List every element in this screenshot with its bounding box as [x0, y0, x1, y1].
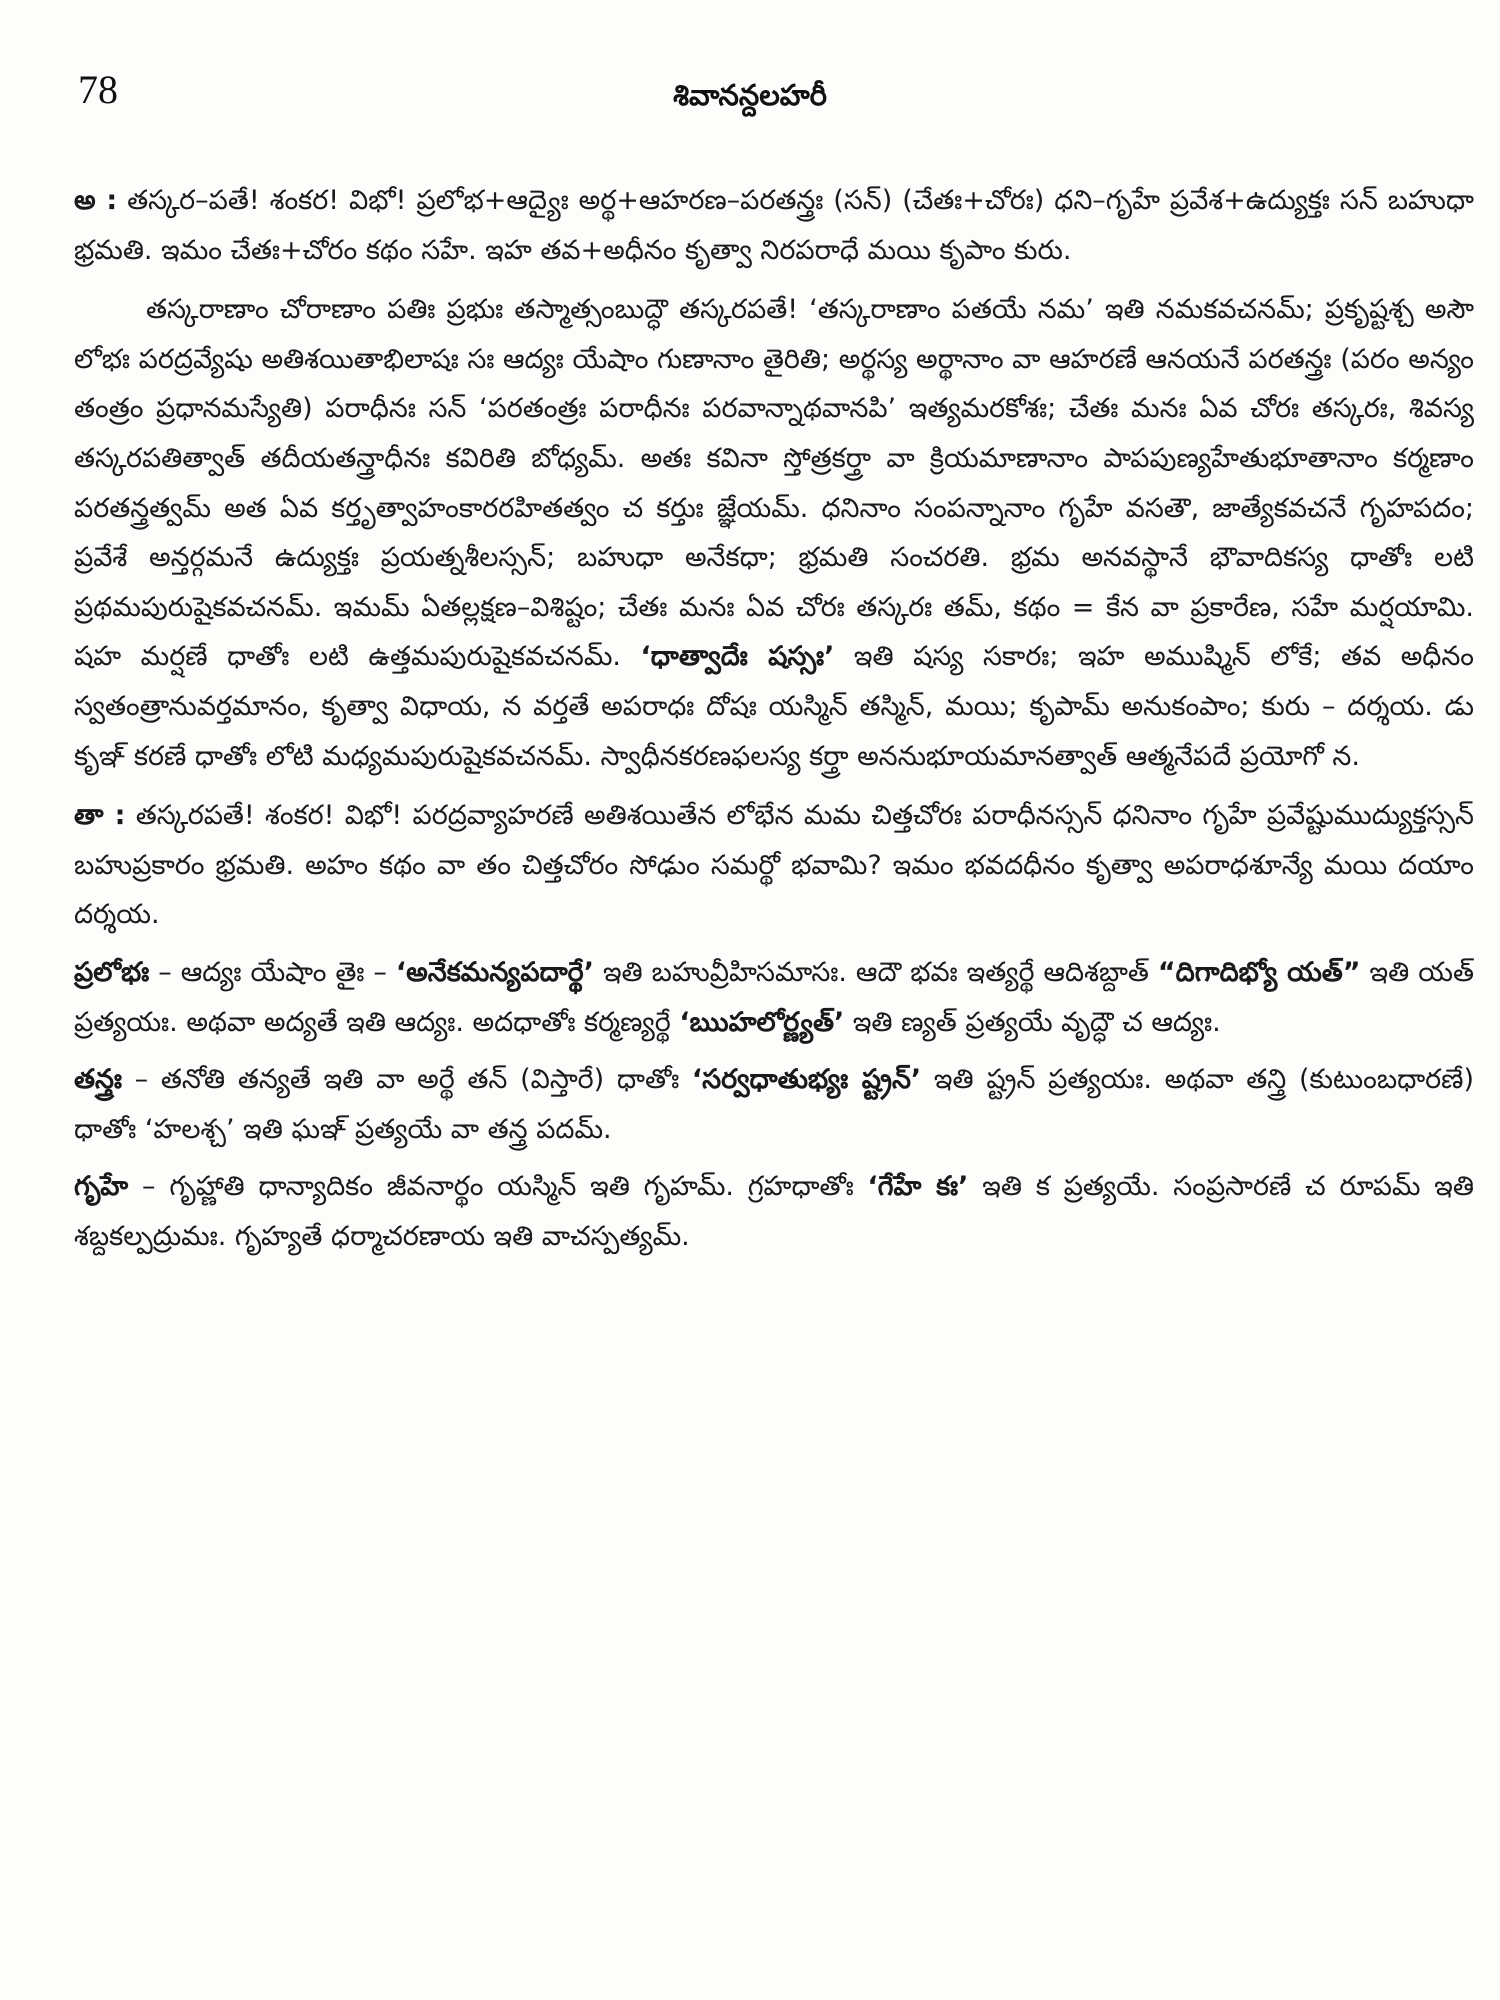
note-rule-quote: ‘సర్వధాతుభ్యః ష్ట్రన్’ — [691, 1064, 922, 1096]
note-rule-quote: ‘అనేకమన్యపదార్థే’ — [395, 956, 594, 988]
note-rule-quote: ‘గేహే కః’ — [867, 1171, 969, 1203]
anvaya-text: తస్కర–పతే! శంకర! విభో! ప్రలోభ+ఆద్యైః అర్థ+ఆహరణ–పరతన్త్రః (సన్) (చేతః+చోరః) ధని–గృహే ప్రవేశ+ఉద్యుక్తః సన్ బహుధా భ్రమతి. ఇమం చేతః+చోరం కథం సహే. ఇహ తవ+అధీనం కృత్వా నిరపరాధే మయి కృపాం కురు. — [74, 185, 1474, 266]
tatparya-label: తా : — [74, 800, 126, 832]
note-text: – ఆద్యః యేషాం తైః – — [149, 956, 396, 988]
tatparya-text: తస్కరపతే! శంకర! విభో! పరద్రవ్యాహరణే అతిశయితేన లోభేన మమ చిత్తచోరః పరాధీనస్సన్ ధనినాం గృహే ప్రవేష్టుముద్యుక్తస్సన్ బహుప్రకారం భ్రమతి. అహం కథం వా తం చిత్తచోరం సోఢుం సమర్థో భవామి? ఇమం భవదధీనం కృత్వా అపరాధశూన్యే మయి దయాం దర్శయ. — [74, 800, 1474, 931]
note-text: ఇతి యత్ ప్రత్యయః. అథవా అద్యతే ఇతి ఆద్యః. అదధాతోః కర్మణ్యర్థే — [74, 956, 1474, 1038]
note-text: – గృహ్ణాతి ధాన్యాదికం జీవనార్థం యస్మిన్ ఇతి గృహమ్. గ్రహధాతోః — [128, 1171, 868, 1203]
page-body — [74, 176, 1474, 1261]
note-text: ఇతి ష్ట్రన్ ప్రత్యయః. అథవా తన్త్రి (కుటుంబధారణే) ధాతోః ‘హలశ్చ’ ఇతి ఘఞ్ ప్రత్యయే వా తన్త్ర పదమ్. — [74, 1064, 1474, 1145]
commentary-text-after-rule: ఇతి షస్య సకారః; ఇహ అముష్మిన్ లోకే; తవ అధీనం స్వతంత్రానువర్తమానం, కృత్వా విధాయ, న వర్తతే అపరాధః దోషః యస్మిన్ తస్మిన్, మయి; కృపామ్ అనుకంపాం; కురు – దర్శయ. డు కృఞ్ కరణే ధాతోః లోటి మధ్యమపురుషైకవచనమ్. స్వాధీనకరణఫలస్య కర్త్రా అననుభూయమానత్వాత్ ఆత్మనేపదే ప్రయోగో న. — [74, 641, 1474, 772]
note-text: ఇతి క ప్రత్యయే. సంప్రసారణే చ రూపమ్ ఇతి శబ్దకల్పద్రుమః. గృహ్యతే ధర్మాచరణాయ ఇతి వాచస్పత్యమ్. — [74, 1171, 1475, 1252]
running-title: శివానన్దలహరీ — [673, 78, 827, 112]
note-rule-quote: ‘ఋహలోర్ణ్యత్’ — [679, 1006, 845, 1038]
tatparya-paragraph — [74, 791, 1474, 940]
note-term: గృహే — [74, 1171, 129, 1203]
commentary-paragraph — [74, 285, 1474, 781]
anvaya-paragraph — [74, 176, 1474, 275]
page-number: 78 — [78, 67, 118, 112]
note-text: – తనోతి తన్యతే ఇతి వా అర్థే తన్ (విస్తారే) ధాతోః — [121, 1064, 692, 1096]
grammar-note — [74, 1162, 1474, 1261]
note-term: ప్రలోభః — [74, 956, 150, 988]
note-rule-quote: “దిగాదిభ్యో యత్” — [1157, 956, 1361, 988]
commentary-rule-quote: ‘ధాత్వాదేః షస్సః’ — [640, 641, 835, 673]
note-text: ఇతి ణ్యత్ ప్రత్యయే వృద్ధౌ చ ఆద్యః. — [844, 1006, 1221, 1038]
anvaya-label: అ : — [74, 185, 118, 216]
commentary-text: తస్కరాణాం చోరాణాం పతిః ప్రభుః తస్మాత్సంబుద్ధౌ తస్కరపతే! ‘తస్కరాణాం పతయే నమ’ ఇతి నమకవచనమ్; ప్రకృష్టశ్చ అసౌ లోభః పరద్రవ్యేషు అతిశయితాభిలాషః సః ఆద్యః యేషాం గుణానాం తైరితి; అర్థస్య అర్థానాం వా ఆహరణే ఆనయనే పరతన్త్రః (పరం అన్యం తంత్రం ప్రధానమస్యేతి) పరాధీనః సన్ ‘పరతంత్రః పరాధీనః పరవాన్నాథవానపి’ ఇత్యమరకోశః; చేతః మనః ఏవ చోరః తస్కరః, శివస్య తస్కరపతిత్వాత్ తదీయతన్త్రాధీనః కవిరితి బోధ్యమ్. అతః కవినా స్తోత్రకర్త్రా వా క్రియమాణానాం పాపపుణ్యహేతుభూతానాం కర్మణాం పరతన్త్రత్వమ్ అత ఏవ కర్తృత్వాహంకారరహితత్వం చ కర్తుః జ్ఞేయమ్. ధనినాం సంపన్నానాం గృహే వసతౌ, జాత్యేకవచనే గృహపదం; ప్రవేశే అన్తర్గమనే ఉద్యుక్తః ప్రయత్నశీలస్సన్; బహుధా అనేకధా; భ్రమతి సంచరతి. భ్రమ అనవస్థానే భౌవాదికస్య ధాతోః లటి ప్రథమపురుషైకవచనమ్. ఇమమ్ ఏతల్లక్షణ–విశిష్టం; చేతః మనః ఏవ చోరః తస్కరః తమ్, కథం = కేన వా ప్రకారేణ, సహే మర్షయామి. షహ మర్షణే ధాతోః లటి ఉత్తమపురుషైకవచనమ్. — [74, 294, 1474, 673]
grammar-note — [74, 1055, 1474, 1154]
note-text: ఇతి బహువ్రీహిసమాసః. ఆదౌ భవః ఇత్యర్థే ఆదిశబ్దాత్ — [593, 956, 1158, 988]
note-term: తన్త్రః — [74, 1064, 122, 1096]
grammar-notes — [74, 948, 1474, 1262]
grammar-note — [74, 948, 1474, 1047]
